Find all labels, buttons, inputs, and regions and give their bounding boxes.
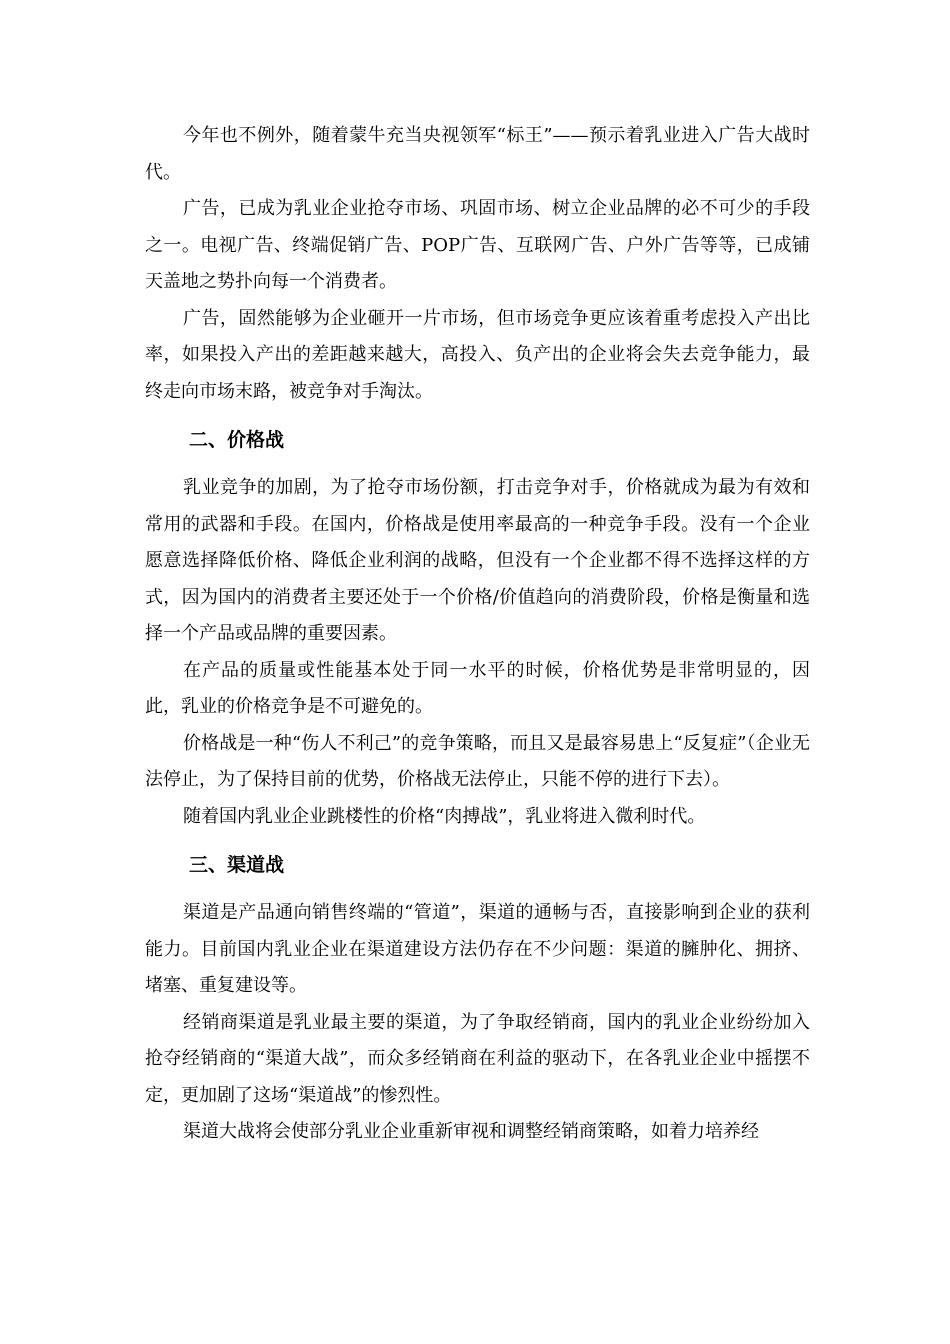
paragraph-advertising-means: 广告，已成为乳业企业抢夺市场、巩固市场、树立企业品牌的必不可少的手段之一。电视广告、终端促销广告、POP广告、互联网广告、户外广告等等，已成铺天盖地之势扑向每一个消费者。 [145,198,810,292]
document-body [145,118,810,1151]
paragraph-channel-strategy: 渠道大战将会使部分乳业企业重新审视和调整经销商策略，如着力培养经 [183,1121,759,1142]
paragraph-distributor-channel: 经销商渠道是乳业最主要的渠道，为了争取经销商，国内的乳业企业纷纷加入抢夺经销商的“渠道大战”，而众多经销商在利益的驱动下，在各乳业企业中摇摆不定，更加剧了这场“渠道战”的惨烈性。 [145,1011,810,1106]
paragraph-channel-intro: 渠道是产品通向销售终端的“管道”，渠道的通畅与否，直接影响到企业的获利能力。目前国内乳业企业在渠道建设方法仍存在不少问题：渠道的臃肿化、拥挤、堵塞、重复建设等。 [145,902,810,996]
paragraph-advertising-era: 今年也不例外，随着蒙牛充当央视领军“标王”——预示着乳业进入广告大战时代。 [145,125,810,183]
section-heading-channel-war: 三、渠道战 [189,854,285,876]
paragraph-price-advantage: 在产品的质量或性能基本处于同一水平的时候，价格优势是非常明显的，因此，乳业的价格竞争是不可避免的。 [145,659,810,717]
paragraph-price-war-strategy: 价格战是一种“伤人不利己”的竞争策略，而且又是最容易患上“反复症”（企业无法停止，为了保持目前的优势，价格战无法停止，只能不停的进行下去）。 [145,732,810,790]
paragraph-price-war-intro: 乳业竞争的加剧，为了抢夺市场份额，打击竞争对手，价格就成为最为有效和常用的武器和手段。在国内，价格战是使用率最高的一种竞争手段。没有一个企业愿意选择降低价格、降低企业利润的战略，但没有一个企业都不得不选择这样的方式，因为国内的消费者主要还处于一个价格/价值趋向的消费阶段，价格是衡量和选择一个产品或品牌的重要因素。 [145,477,810,644]
section-heading-price-war: 二、价格战 [189,429,285,451]
paragraph-advertising-ratio: 广告，固然能够为企业砸开一片市场，但市场竞争更应该着重考虑投入产出比率，如果投入产出的差距越来越大，高投入、负产出的企业将会失去竞争能力，最终走向市场末路，被竞争对手淘汰。 [145,307,810,402]
paragraph-micro-profit: 随着国内乳业企业跳楼性的价格“肉搏战”，乳业将进入微利时代。 [183,805,706,827]
